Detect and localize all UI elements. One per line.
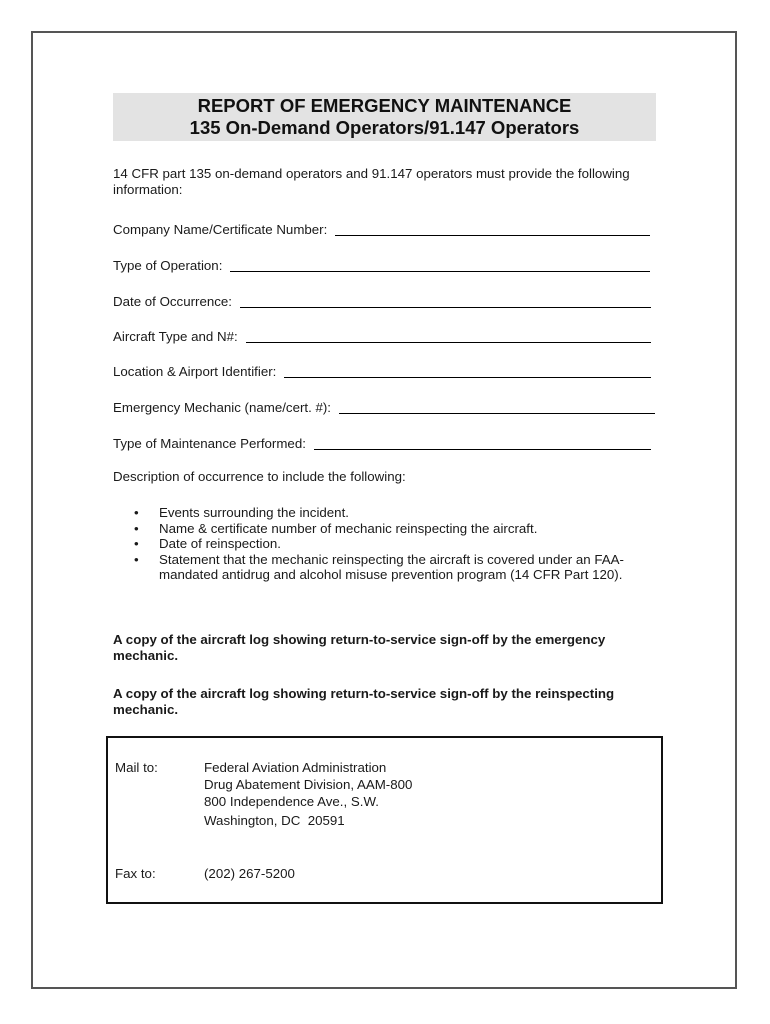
address-line: 800 Independence Ave., S.W. [204,794,379,809]
field-label: Company Name/Certificate Number: [113,222,328,237]
description-intro: Description of occurrence to include the following: [113,469,406,484]
fax-number: (202) 267-5200 [204,866,295,881]
log-copy-emergency: A copy of the aircraft log showing return-to-service sign-off by the emergency mechanic. [113,632,606,663]
mail-box [106,736,663,904]
field-label: Type of Operation: [113,258,223,273]
fill-in-line[interactable] [240,293,651,308]
field-label: Emergency Mechanic (name/cert. #): [113,400,332,415]
log-copy-reinspecting: A copy of the aircraft log showing return-to-service sign-off by the reinspecting mechanic. [113,686,615,717]
list-item [113,552,663,583]
list-item [113,521,663,537]
fax-to-label: Fax to: [115,866,156,881]
fill-in-line[interactable] [335,221,650,236]
bullet-icon: • [134,551,139,567]
field-date-of-occurrence [113,292,651,310]
intro-text: 14 CFR part 135 on-demand operators and 91.147 operators must provide the following information: [113,166,630,197]
title-banner [113,93,656,141]
field-maintenance-performed [113,434,651,452]
field-label: Location & Airport Identifier: [113,364,277,379]
title-line-2: 135 On-Demand Operators/91.147 Operators [189,117,580,138]
list-item-text: Events surrounding the incident. [159,505,349,520]
fill-in-line[interactable] [314,435,651,450]
fill-in-line[interactable] [339,399,655,414]
field-location-airport [113,362,651,380]
fill-in-line[interactable] [284,363,651,378]
fill-in-line[interactable] [230,257,650,272]
list-item-text: Date of reinspection. [159,536,281,552]
address-line: Federal Aviation Administration [204,760,387,775]
requirements-list [113,505,663,583]
field-label: Aircraft Type and N#: [113,329,238,344]
mail-to-label: Mail to: [115,760,158,775]
fill-in-line[interactable] [246,328,651,343]
field-label: Date of Occurrence: [113,294,232,309]
field-emergency-mechanic [113,398,655,416]
address-line: Drug Abatement Division, AAM-800 [204,777,413,792]
list-item [113,536,663,552]
list-item-text: Name & certificate number of mechanic reinspecting the aircraft. [159,520,538,536]
title-line-1: REPORT OF EMERGENCY MAINTENANCE [197,95,572,116]
address-line: Washington, DC 20591 [204,813,345,828]
bullet-icon: • [134,505,139,520]
list-item-text: Statement that the mechanic reinspecting the aircraft is covered under an FAA-mandated antidrug and alcohol misuse prevention program (14 CFR Part 120). [159,551,624,583]
bullet-icon: • [134,536,139,552]
field-type-of-operation [113,256,650,274]
list-item [113,505,663,521]
field-label: Type of Maintenance Performed: [113,436,306,451]
field-aircraft-type [113,327,651,345]
bullet-icon: • [134,520,139,536]
field-company-name [113,220,650,238]
